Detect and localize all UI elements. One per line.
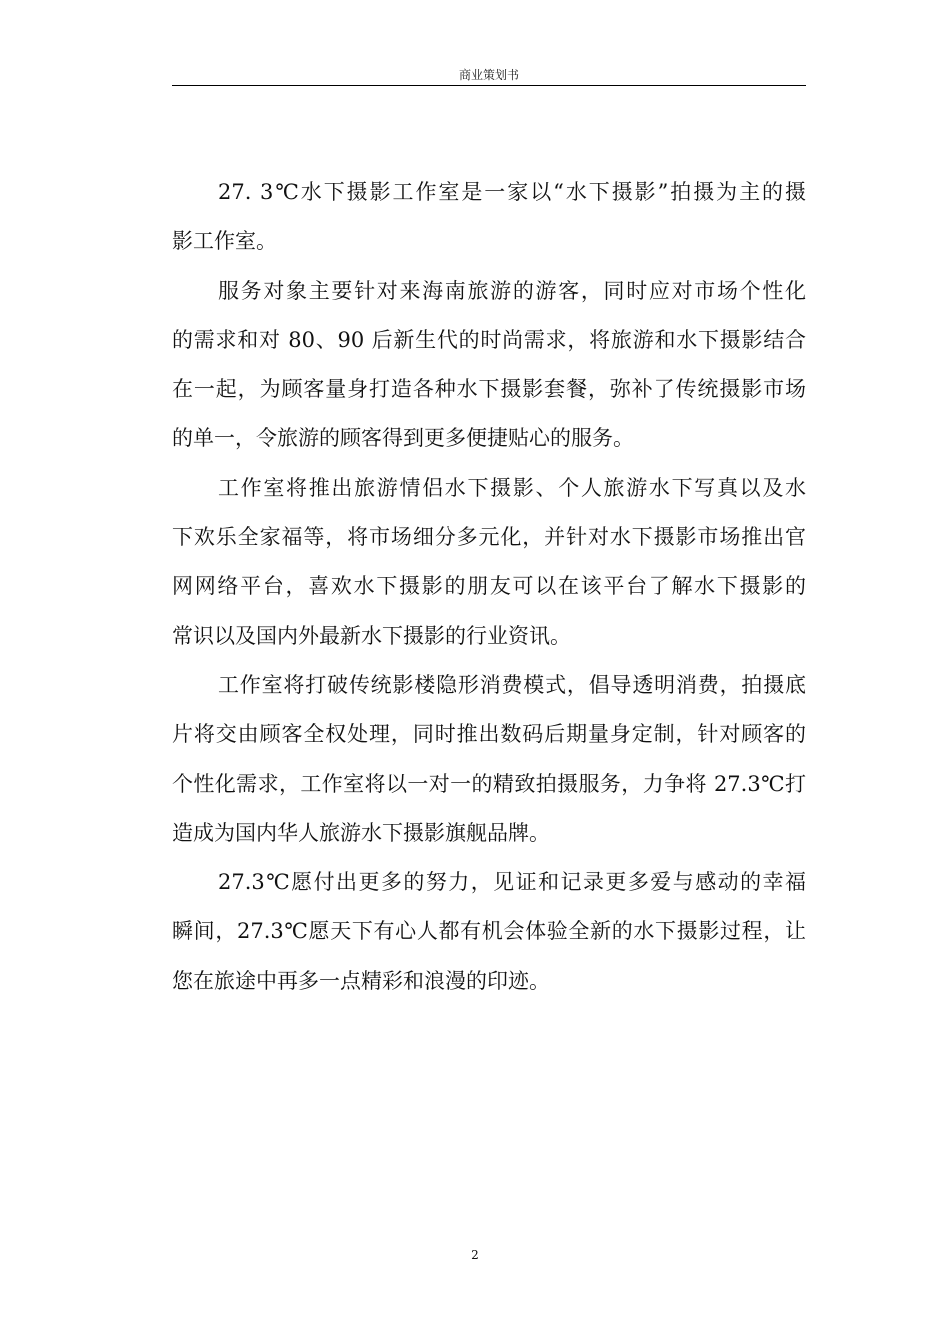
page-header-title: 商业策划书	[458, 68, 519, 82]
paragraph-line: 片将交由顾客全权处理，同时推出数码后期量身定制，针对顾客的	[172, 722, 806, 747]
paragraph-line: 服务对象主要针对来海南旅游的游客，同时应对市场个性化	[218, 278, 806, 303]
paragraph	[172, 176, 806, 275]
paragraph-line: 常识以及国内外最新水下摄影的行业资讯。	[172, 623, 571, 648]
paragraph-line: 的单一，令旅游的顾客得到更多便捷贴心的服务。	[172, 426, 634, 451]
paragraph-line: 您在旅途中再多一点精彩和浪漫的印迹。	[172, 968, 550, 993]
paragraph-line: 影工作室。	[172, 229, 277, 254]
paragraph-line: 工作室将推出旅游情侣水下摄影、个人旅游水下写真以及水	[218, 475, 806, 500]
paragraph	[172, 275, 806, 472]
paragraph-line: 网网络平台，喜欢水下摄影的朋友可以在该平台了解水下摄影的	[172, 574, 806, 599]
paragraph-line: 个性化需求，工作室将以一对一的精致拍摄服务，力争将 27.3℃打	[172, 771, 806, 796]
paragraph-line: 27.3℃愿付出更多的努力，见证和记录更多爱与感动的幸福	[218, 870, 806, 895]
paragraph	[172, 472, 806, 669]
paragraph-line: 下欢乐全家福等，将市场细分多元化，并针对水下摄影市场推出官	[172, 525, 806, 550]
document-body	[172, 176, 806, 1014]
paragraph-line: 在一起，为顾客量身打造各种水下摄影套餐，弥补了传统摄影市场	[172, 377, 806, 402]
paragraph-line: 瞬间，27.3℃愿天下有心人都有机会体验全新的水下摄影过程，让	[172, 919, 806, 944]
page-number: 2	[471, 1248, 479, 1262]
header-divider	[172, 85, 806, 86]
paragraph	[172, 866, 806, 1014]
paragraph-line: 工作室将打破传统影楼隐形消费模式，倡导透明消费，拍摄底	[218, 672, 806, 697]
paragraph-line: 造成为国内华人旅游水下摄影旗舰品牌。	[172, 820, 550, 845]
paragraph	[172, 669, 806, 866]
paragraph-line: 的需求和对 80、90 后新生代的时尚需求，将旅游和水下摄影结合	[172, 327, 806, 352]
paragraph-line: 27. 3℃水下摄影工作室是一家以“水下摄影”拍摄为主的摄	[218, 180, 806, 204]
